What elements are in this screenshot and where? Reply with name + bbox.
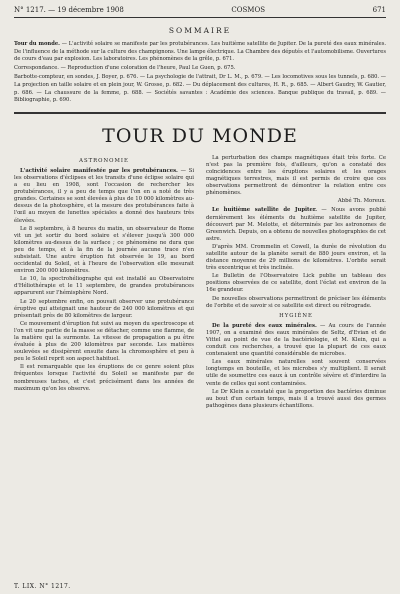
article-paragraph: Il est remarquable que les éruptions de ce genre soient plus fréquentes lorsque l'activité du Soleil se manifeste par de nombreuses taches, et c'est précisément dans les années de maximum qu'on les observe. (14, 364, 194, 392)
article-paragraph: Le Dr Klein a constaté que la proportion des bactéries diminue au bout d'un certain temps, mais il a trouvé aussi des germes pathogènes dans plusieurs échantillons. (206, 388, 386, 409)
header-rule (14, 17, 386, 18)
article-paragraph: Le 8 septembre, à 8 heures du matin, un observateur de Rome vit un jet sortir du bord solaire et s'élever jusqu'à 300 000 kilomètres au-dessus de la surface ; ce phénomène ne dura que peu de temps, et à la fin de la journée aucune trace n'en subsistait. Une autre éruption fut observée le 19, au bord occidental du Soleil, et à l'heure de l'observation elle mesurait environ 200 000 kilomètres. (14, 225, 194, 275)
author-signature: Abbé Th. Moreux. (337, 198, 386, 205)
article-paragraph: Le Bulletin de l'Observatoire Lick publie un tableau des positions observées de ce satellite, dont l'éclat est environ de la 16e grandeur. (206, 273, 386, 294)
article-paragraph (206, 207, 386, 242)
right-column (206, 155, 386, 411)
rubric-hygiene: HYGIÈNE (279, 312, 313, 319)
sommaire-paragraph-1 (14, 41, 386, 64)
article-paragraph: La perturbation des champs magnétiques était très forte. Ce n'est pas la première fois, d'ailleurs, qu'on a constaté des coïncidences entre les éruptions solaires et les orages magnétiques terrestres, mais il est permis de croire que ces observations permettront de démontrer la relation entre ces phénomènes. (206, 154, 386, 197)
article-lead: L'activité solaire manifestée par les protubérances. (20, 167, 178, 174)
article-text: — Au cours de l'année 1907, on a examiné des eaux minérales de Seltz, d'Evian et de Vittel au point de vue de la bactériologie, et M. Klein, qui a conduit ces recherches, a trouvé que la plupart de ces eaux contenaient une quantité considérable de microbes. (206, 322, 386, 358)
article-paragraph: Le 10, la spectrohéliographe qui est installé au Observatoire d'Héliothérapie et le 11 septembre, de grandes protubérances apparurent sur l'hémisphère Nord. (14, 276, 194, 297)
article-lead: Le huitième satellite de Jupiter. (212, 207, 317, 214)
sommaire-text-1: — L'activité solaire se manifeste par les protubérances. Les huitième satellite de Jupiter. De la pureté des eaux minérales. De l'influence de la méthode sur la culture des champignons. Une lampe électrique. La Chambre des députés et l'automobilisme. Ouvertures de cours d'eau par explosion. Les laboratoires. Les phénomènes de la grêle, p. 671. (14, 41, 386, 63)
journal-name: COSMOS (231, 6, 266, 14)
article-paragraph: Ce mouvement d'éruption fut suivi au moyen du spectroscope et l'on vit une partie de la masse se détacher, comme une flamme, de la matière qui la surmonte. La vitesse de propagation a pu être évaluée à plus de 200 kilomètres par seconde. Les matières soulevées se dissipèrent ensuite dans la chromosphère et peu à peu le Soleil reprit son aspect habituel. (14, 320, 194, 363)
article-paragraph (206, 323, 386, 358)
page-number: 671 (372, 6, 386, 14)
page-header (14, 4, 386, 15)
rubric-astronomie: ASTRONOMIE (79, 157, 129, 164)
page-footer: T. LIX. N° 1217. (14, 583, 71, 590)
issue-number: N° 1217. — 19 décembre 1908 (14, 6, 124, 14)
article-lead: De la pureté des eaux minérales. (212, 322, 317, 329)
article-paragraph (14, 168, 194, 225)
section-rule (14, 112, 386, 114)
article-paragraph: Les eaux minérales naturelles sont souvent conservées longtemps en bouteille, et les microbes s'y multiplient. Il serait utile de soumettre ces eaux à un contrôle sévère et d'interdire la vente de celles qui sont contaminées. (206, 359, 386, 387)
sommaire-section (14, 26, 386, 105)
sommaire-paragraph-2: Correspondance. — Reproduction d'une coloration de l'heure, Paul Le Guen, p. 675. (14, 65, 236, 72)
article-text: — Si les observations d'éclipses et les transits d'une éclipse solaire qui a eu lieu en 1908, sont l'occasion de rechercher les protubérances, il y a peu de temps que l'on en a noté de très grandes. Certaines se sont élevées à plus de 10 000 kilomètres au-dessus de la photosphère, et la mesure des protubérances faite à l'œil au moyen de lunettes spéciales a donné des hauteurs très élevées. (14, 167, 195, 224)
left-column (14, 155, 194, 411)
sommaire-title: SOMMAIRE (168, 26, 232, 35)
article-columns (14, 155, 386, 411)
article-text: — Nous avons publié dernièrement les éléments du huitième satellite de Jupiter, découvert par M. Melotte, et déterminés par les astronomes de Greenwich. Depuis, on a obtenu de nouvelles photographies de cet astre. (206, 207, 386, 242)
article-paragraph: D'après MM. Crommelin et Cowell, la durée de révolution du satellite autour de la planète serait de 880 jours environ, et la distance moyenne de 29 millions de kilomètres. L'orbite serait très excentrique et très inclinée. (206, 243, 386, 272)
sommaire-paragraph-3: Barbotte-compteur, en sondes, J. Boyer, p. 676. — La psychologie de l'attrait, Dr L. M., p. 679. — Les locomotives sous les tunnels, p. 680. — La projection en taille solaire et en plein jour, W. Grosse, p. 682. — Du déplacement des cultures, H. R., p. 685. — Albert Gaudry, W. Gautier, p. 686. — La chaussure de la femme, p. 688. — Sociétés savantes : Académie des sciences. Banque publique du travail, p. 689. — Bibliographie, p. 690. (14, 74, 386, 104)
section-title: TOUR DU MONDE (102, 124, 298, 147)
sommaire-lead: Tour du monde. (14, 41, 60, 47)
article-paragraph: De nouvelles observations permettront de préciser les éléments de l'orbite et de savoir si ce satellite est direct ou rétrograde. (206, 295, 386, 309)
article-paragraph: Le 20 septembre enfin, on pouvait observer une protubérance éruptive qui atteignait une hauteur de 240 000 kilomètres et qui présentait près de 80 kilomètres de largeur. (14, 298, 194, 319)
